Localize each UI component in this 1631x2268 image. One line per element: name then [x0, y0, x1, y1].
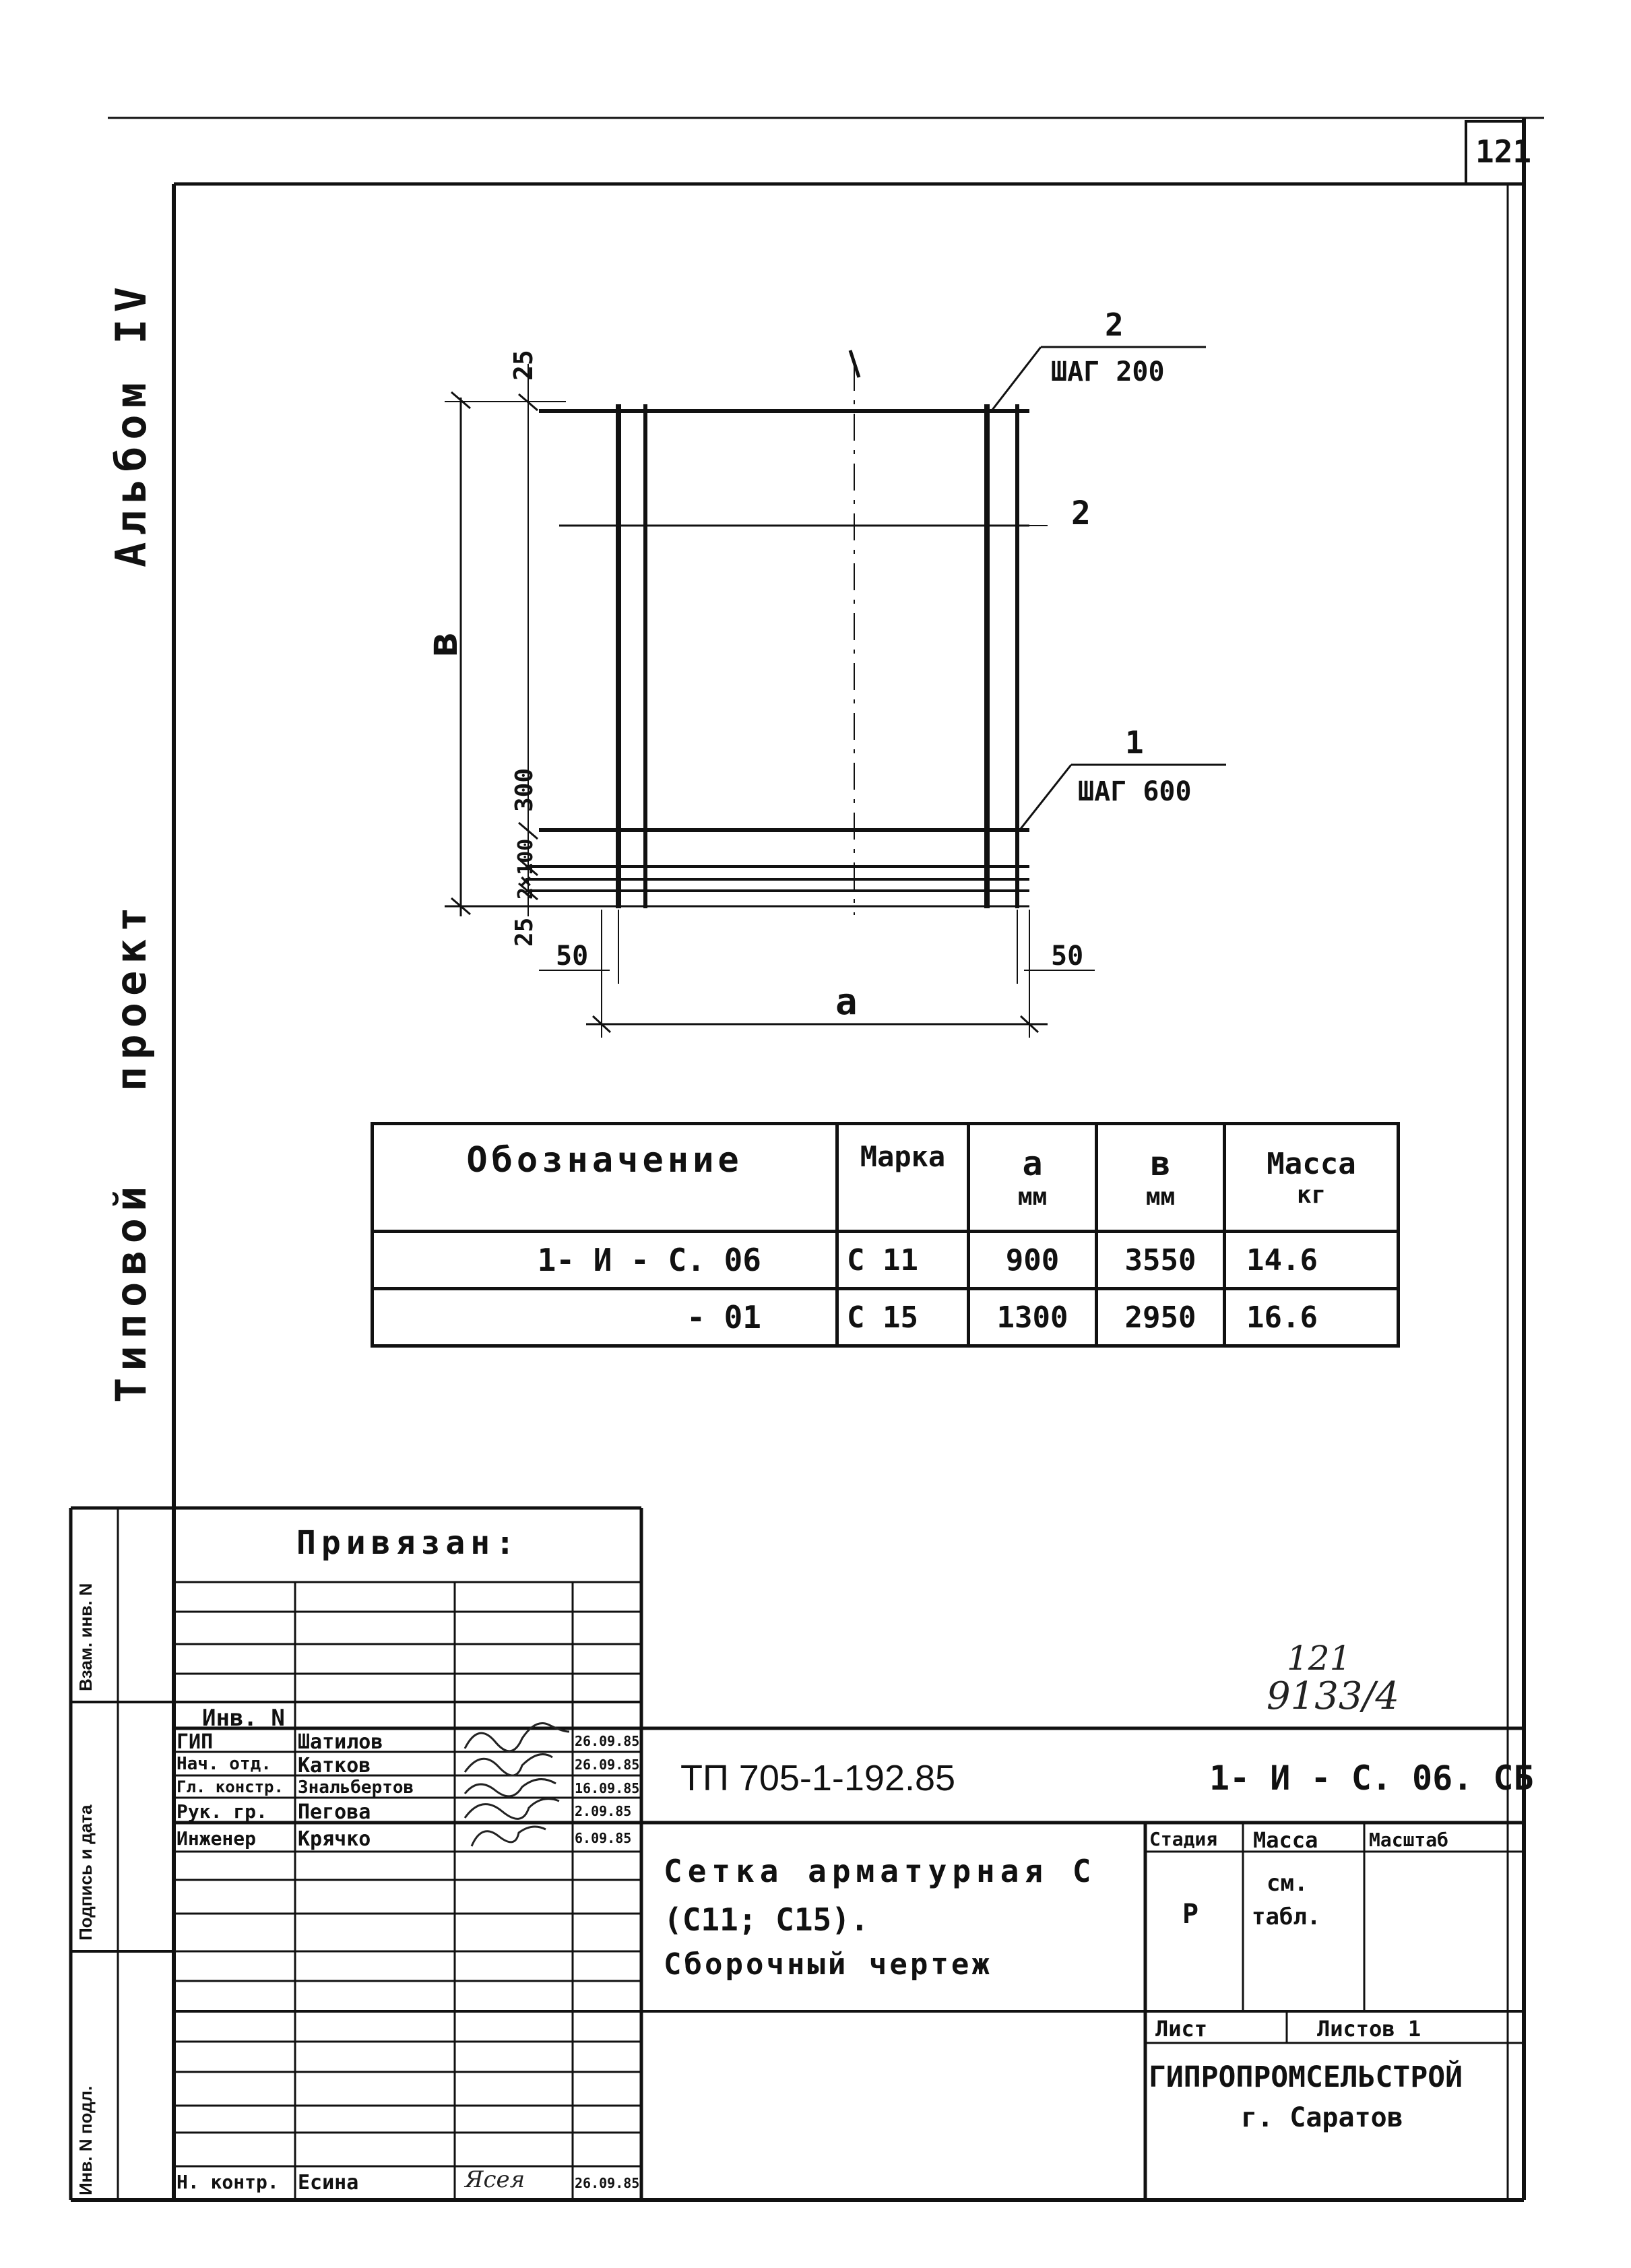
mass-label: Масса — [1253, 1827, 1318, 1853]
side-label-signature-date: Подпись и дата — [75, 1804, 96, 1941]
header-a — [969, 1124, 1097, 1232]
row-mass: 14.6 — [1225, 1232, 1399, 1289]
dim-300: 300 — [511, 767, 538, 812]
side-label-vzam-inv: Взам. инв. N — [75, 1583, 96, 1691]
role-gl-konstr: Гл. констр. — [177, 1777, 284, 1796]
name-nach-otd: Катков — [298, 1754, 371, 1777]
handwritten-num-bottom: 9133/4 — [1267, 1674, 1400, 1718]
role-norm-control: Н. контр. — [177, 2171, 279, 2193]
header-designation: Обозначение — [373, 1124, 837, 1232]
header-mass-unit: кг — [1296, 1180, 1326, 1209]
signature-norm-control: Ясея — [465, 2166, 525, 2193]
typical-label: Типовой — [106, 1179, 156, 1403]
header-mass — [1225, 1124, 1399, 1232]
name-ruk-gr: Пегова — [298, 1800, 371, 1824]
mesh-drawing — [445, 347, 1226, 1038]
callout-bottom-num: 1 — [1125, 724, 1144, 761]
header-mass-label: Масса — [1267, 1146, 1356, 1181]
drawing-title-line3: Сборочный чертеж — [664, 1947, 992, 1982]
row-mark: С 11 — [837, 1232, 969, 1289]
role-ruk-gr: Рук. гр. — [177, 1800, 267, 1823]
role-engineer: Инженер — [177, 1827, 257, 1850]
name-gl-konstr: Знальбертов — [298, 1777, 414, 1798]
binding-title: Привязан: — [296, 1524, 521, 1562]
scale-label: Масштаб — [1369, 1829, 1449, 1851]
dim-2x100: 2×100 — [514, 838, 538, 900]
header-b-unit: мм — [1145, 1183, 1176, 1211]
header-b — [1097, 1124, 1225, 1232]
drawing-title-line2: (С11; С15). — [664, 1901, 869, 1938]
callout-mid-num: 2 — [1071, 495, 1091, 532]
role-nach-otd: Нач. отд. — [177, 1754, 271, 1774]
dim-50-right: 50 — [1051, 941, 1084, 972]
row-mass: 16.6 — [1225, 1289, 1399, 1346]
row-a: 1300 — [969, 1289, 1097, 1346]
row-b: 2950 — [1097, 1289, 1225, 1346]
mass-value-line1: см. — [1267, 1870, 1308, 1897]
sheet-number: 121 — [1475, 133, 1532, 170]
signatures — [465, 1724, 569, 1847]
drawing-title-line1: Сетка арматурная С — [664, 1853, 1097, 1889]
callout-top-text: ШАГ 200 — [1051, 356, 1165, 387]
row-designation: - 01 — [373, 1289, 837, 1346]
org-name: ГИПРОПРОМСЕЛЬСТРОЙ — [1149, 2060, 1463, 2094]
drawing-annotations — [418, 307, 1192, 1023]
date-gl-konstr: 16.09.85 — [575, 1780, 640, 1796]
project-code: ТП 705-1-192.85 — [680, 1758, 956, 1798]
header-a-unit: мм — [1017, 1183, 1048, 1211]
date-ruk-gr: 2.09.85 — [575, 1803, 632, 1819]
date-gip: 26.09.85 — [575, 1733, 640, 1749]
name-gip: Шатилов — [298, 1730, 383, 1754]
stage-value: Р — [1182, 1899, 1199, 1930]
handwritten-num-top: 121 — [1287, 1639, 1351, 1678]
row-a: 900 — [969, 1232, 1097, 1289]
side-label-inv-podl: Инв. N подл. — [75, 2085, 96, 2195]
header-b-label: в — [1150, 1144, 1171, 1183]
row-b: 3550 — [1097, 1232, 1225, 1289]
dim-25-top: 25 — [509, 350, 538, 381]
date-norm-control: 26.09.85 — [575, 2175, 640, 2191]
date-engineer: 6.09.85 — [575, 1830, 632, 1846]
date-nach-otd: 26.09.85 — [575, 1757, 640, 1773]
stage-label: Стадия — [1149, 1828, 1218, 1850]
mass-value-line2: табл. — [1252, 1903, 1321, 1930]
project-label: проект — [106, 900, 156, 1092]
spec-header-row — [373, 1124, 1399, 1232]
name-engineer: Крячко — [298, 1827, 371, 1851]
inv-no-label: Инв. N — [202, 1705, 285, 1732]
dim-a: а — [835, 980, 858, 1023]
callout-bottom-text: ШАГ 600 — [1078, 776, 1192, 807]
role-gip: ГИП — [177, 1730, 214, 1754]
header-mark: Марка — [837, 1124, 969, 1232]
dim-50-left: 50 — [556, 941, 589, 972]
row-mark: С 15 — [837, 1289, 969, 1346]
doc-code: 1- И - С. 06. СБ — [1209, 1759, 1534, 1798]
sheet-label: Лист — [1155, 2016, 1208, 2042]
name-norm-control: Есина — [298, 2171, 359, 2195]
album-label: Альбом IV — [106, 280, 156, 567]
table-row — [373, 1289, 1399, 1346]
sheets-label: Листов 1 — [1317, 2016, 1421, 2042]
header-a-label: а — [1022, 1144, 1043, 1183]
dim-b: в — [418, 631, 467, 657]
row-designation: 1- И - С. 06 — [373, 1232, 837, 1289]
org-city: г. Саратов — [1241, 2102, 1403, 2133]
callout-top-num: 2 — [1105, 307, 1124, 343]
specification-table — [371, 1122, 1400, 1348]
table-row — [373, 1232, 1399, 1289]
dim-25-bottom: 25 — [511, 917, 538, 947]
